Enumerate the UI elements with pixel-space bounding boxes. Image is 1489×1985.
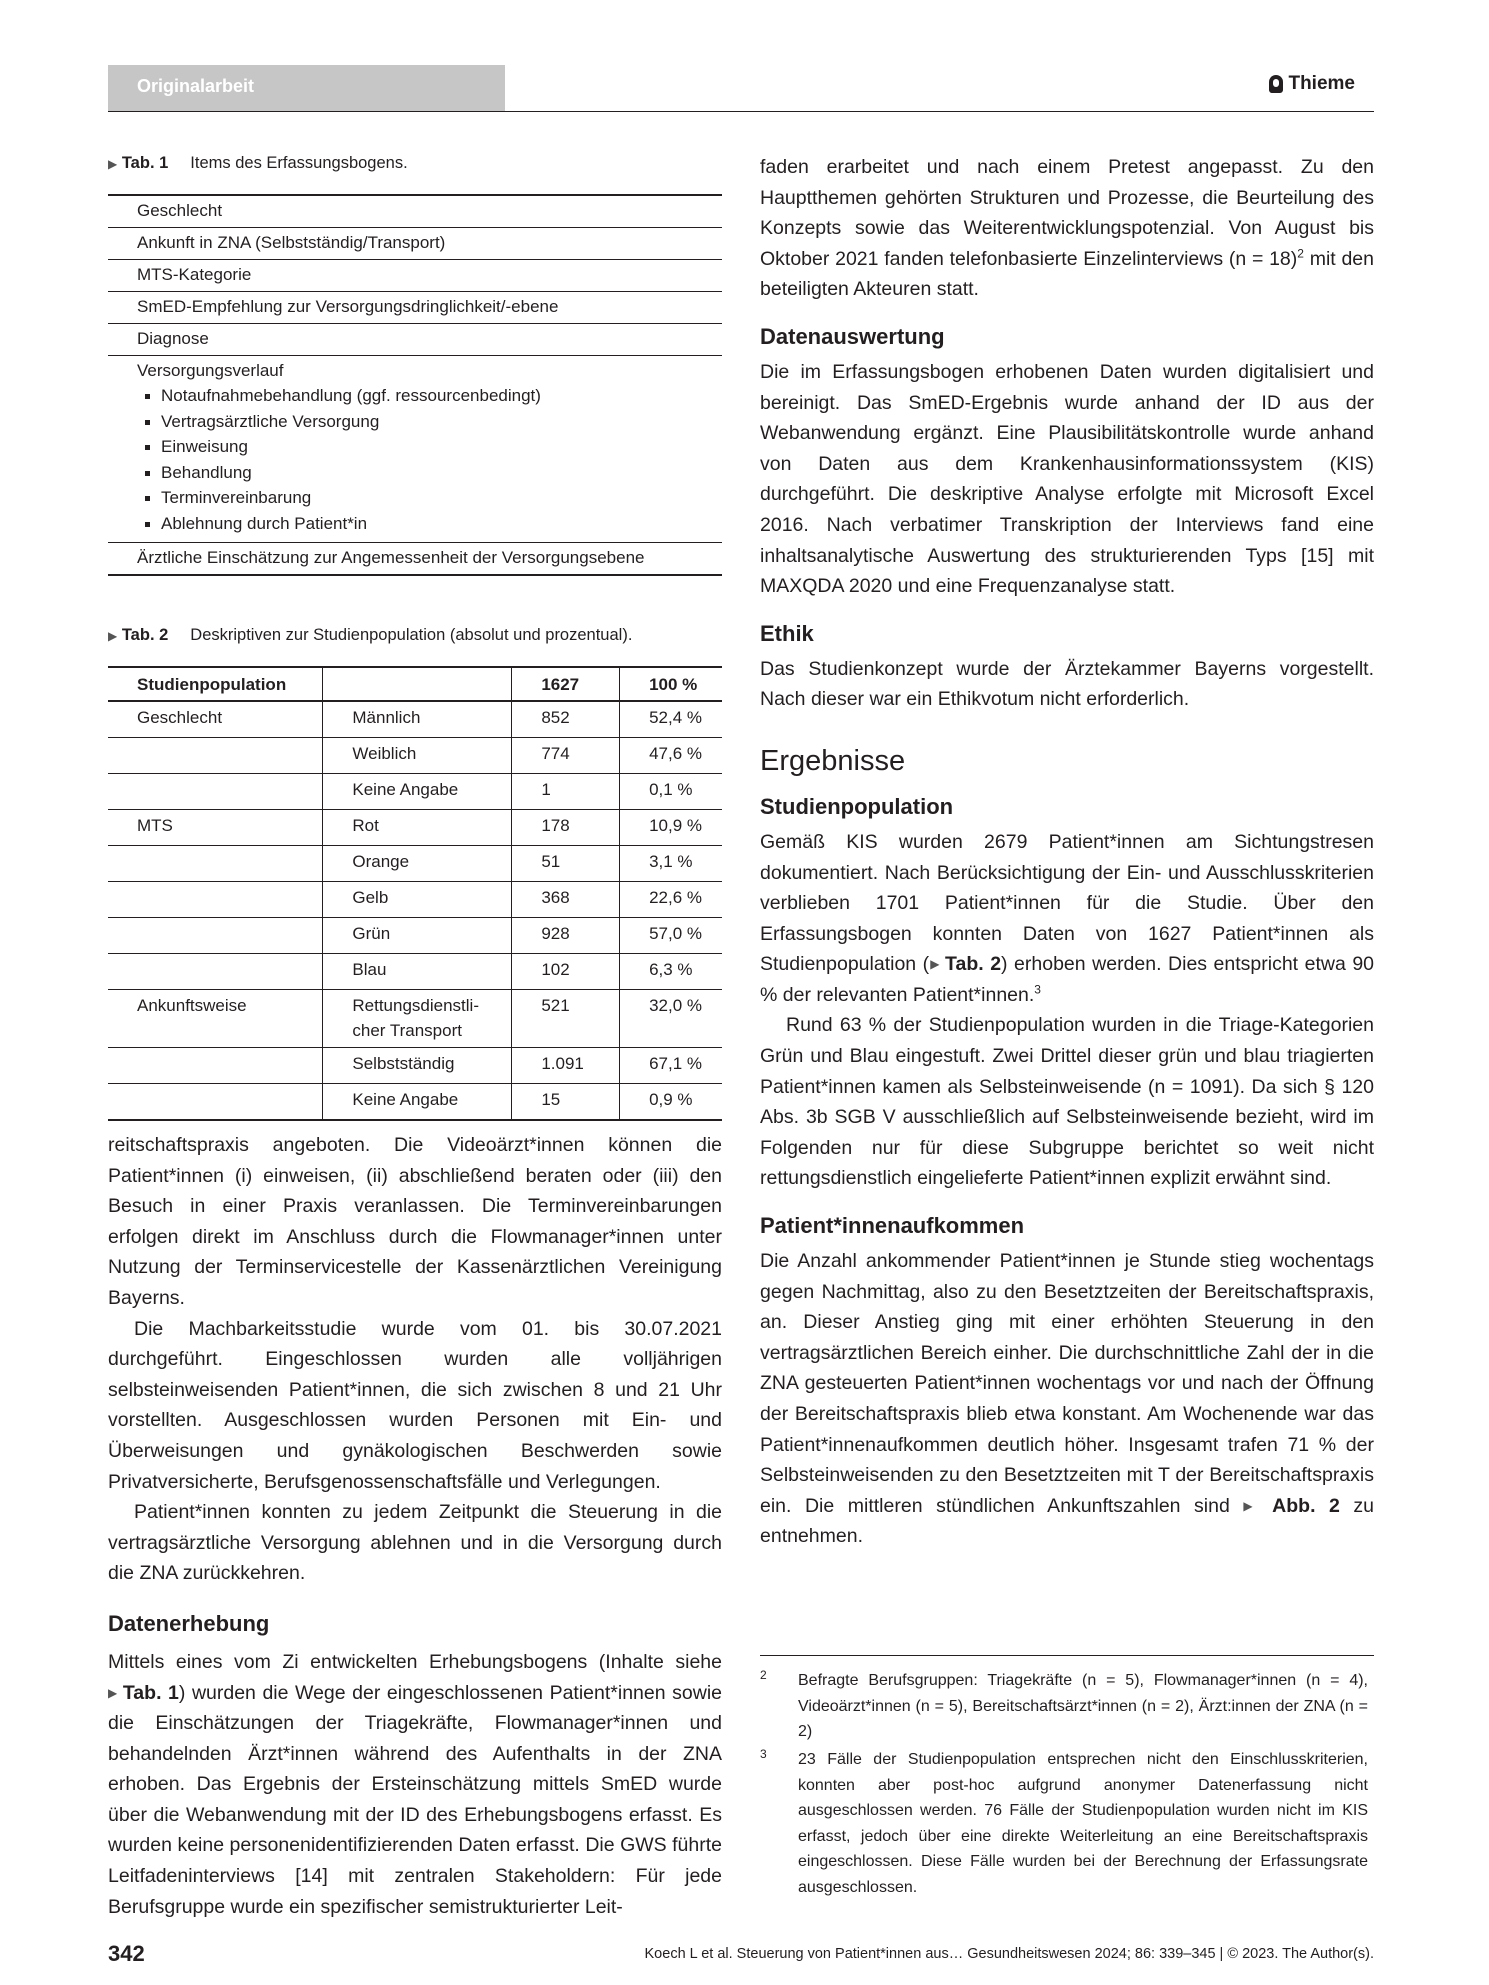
table-cell	[108, 1048, 323, 1084]
section-heading: Ethik	[760, 620, 814, 646]
paragraph: Rund 63 % der Studienpopulation wurden in die Triage-Kategorien Grün und Blau eingestuft. Zwei Drittel dieser grün und blau triagierten Patient*innen kamen als Selbsteinweisende (n = 1091). Da sich § 120 Abs. 3b SGB V ausschließlich auf Selbsteinweisende bezieht, wird im Folgenden nur für diese Subgruppe berichtet so weit nicht rettungsdienstlich eingelieferte Patient*innen explizit erwähnt sind.	[760, 1014, 1374, 1190]
header-rule	[108, 111, 1374, 112]
paragraph-text: Mittels eines vom Zi entwickelten Erhebungsbogens (Inhalte siehe	[108, 1650, 722, 1673]
table-header-cell: 100 %	[620, 667, 722, 701]
table-row	[108, 918, 722, 954]
section-label: Originalarbeit	[137, 76, 255, 96]
table-cell	[108, 846, 323, 882]
table-row	[108, 846, 722, 882]
table-cell: 928	[512, 918, 620, 954]
table-row	[108, 738, 722, 774]
table-cell	[108, 882, 323, 918]
table1-row: MTS-Kategorie	[108, 260, 722, 292]
versorgung-title: Versorgungsverlauf	[137, 361, 284, 380]
table1-row: Diagnose	[108, 324, 722, 356]
table-cell: 0,9 %	[620, 1084, 722, 1121]
right-column-text	[760, 152, 1374, 1552]
table-cell: Orange	[323, 846, 512, 882]
table-cell	[108, 738, 323, 774]
table-cell: 102	[512, 954, 620, 990]
footnote-marker[interactable]: 2	[1297, 246, 1304, 261]
paragraph: Die im Erfassungsbogen erhobenen Daten wurden digitalisiert und bereinigt. Das SmED-Ergebnis wurde anhand der ID aus der Webanwendung ergänzt. Eine Plausibilitätskontrolle wurde anhand von Daten aus dem Krankenhausinformationssystem (KIS) durchgeführt. Die deskriptive Analyse erfolgte mit Microsoft Excel 2016. Nach verbatimer Transkription der Interviews fand eine inhaltsanalytische Auswertung des strukturierenden Typs [15] mit MAXQDA 2020 und eine Frequenzanalyse statt.	[760, 360, 1374, 598]
table-cell: Keine Angabe	[323, 1084, 512, 1121]
paragraph: Die Machbarkeitsstudie wurde vom 01. bis 30.07.2021 durchgeführt. Eingeschlossen wurden alle volljährigen selbsteinweisenden Patient*innen, die sich zwischen 8 und 21 Uhr vorstellten. Ausgeschlossen wurden Personen mit Ein- und Überweisungen und gynäkologischen Beschwerden sowie Privatversicherte, Berufsgenossenschaftsfälle und Verlegungen.	[108, 1317, 722, 1493]
publisher-name: Thieme	[1288, 73, 1355, 94]
arrow-icon: ▶	[108, 629, 118, 643]
section-heading: Datenerhebung	[108, 1610, 270, 1636]
table-cell: 52,4 %	[620, 701, 722, 738]
table-row	[108, 774, 722, 810]
citation: Koech L et al. Steuerung von Patient*innen aus… Gesundheitswesen 2024; 86: 339–345 | © 2023. The Author(s).	[644, 1946, 1374, 1962]
paragraph: reitschaftspraxis angeboten. Die Videoärzt*innen können die Patient*innen (i) einweisen, (ii) abschließend beraten oder (iii) den Besuch in einer Praxis veranlassen. Die Terminvereinbarungen erfolgen direkt im Anschluss durch die Flowmanager*innen unter Nutzung der Terminservicestelle der Kassenärztlichen Vereinigung Bayerns.	[108, 1134, 722, 1309]
table1-caption-text: Items des Erfassungsbogens.	[190, 154, 408, 172]
table1-row: Geschlecht	[108, 196, 722, 228]
table-cell: Männlich	[323, 701, 512, 738]
table-cell: 47,6 %	[620, 738, 722, 774]
paragraph	[760, 1246, 1374, 1552]
table-cell: 1.091	[512, 1048, 620, 1084]
table1-row-versorgung	[108, 356, 722, 543]
paragraph-text: Die Anzahl ankommender Patient*innen je Stunde stieg wochentags gegen Nachmittag, also zu den Besetztzeiten der Bereitschaftspraxis, an. Dieser Anstieg ging mit einer erhöhten Steuerung in den vertragsärztlichen Bereich einher. Die durchschnittliche Zahl der in die ZNA gesteuerten Patient*innen wochentags vor und nach der Öffnung der Bereitschaftspraxis blieb etwa konstant. Am Wochenende war das Patient*innenaufkommen deutlich höher. Insgesamt trafen 71 % der Selbsteinweisenden zu den Besetztzeiten mit T der Bereitschaftspraxis ein. Die mittleren stündlichen Ankunftszahlen sind	[760, 1250, 1374, 1517]
paragraph-text: faden erarbeitet und nach einem Pretest angepasst. Zu den Hauptthemen gehörten Strukturen und Prozesse, die Beurteilung des Konzepts sowie das Weiterentwicklungspotenzial. Von August bis Oktober 2021 fanden telefonbasierte Einzelinterviews (n = 18)	[760, 156, 1374, 270]
table-cell: Ankunftsweise	[137, 996, 247, 1015]
table1-row: Ankunft in ZNA (Selbstständig/Transport)	[108, 228, 722, 260]
table1-label: Tab. 1	[121, 154, 169, 172]
table-cell: MTS	[137, 816, 173, 835]
footnote-number: 2	[760, 1668, 767, 1682]
table-cell: 178	[512, 810, 620, 846]
table2-label: Tab. 2	[121, 626, 169, 644]
footnote-marker[interactable]: 3	[1034, 982, 1041, 997]
table-cell: Geschlecht	[137, 708, 223, 727]
table-cell: Grün	[323, 918, 512, 954]
table-row	[108, 1084, 722, 1121]
table-header-cell	[323, 667, 512, 701]
section-heading: Studienpopulation	[760, 793, 954, 819]
paragraph-text: zu entnehmen.	[760, 1494, 1375, 1548]
table-header-cell: Studienpopulation	[137, 675, 287, 694]
table1-caption	[108, 152, 408, 175]
table-cell: 32,0 %	[620, 990, 722, 1048]
paragraph-text: Gemäß KIS wurden 2679 Patient*innen am Sichtungstresen dokumentiert. Nach Berücksichtigung der Ein- und Ausschlusskriterien verblieben 1701 Patient*innen für die Studie. Über den Erfassungsbogen konnten Daten von 1627 Patient*innen als Studienpopulation (	[760, 830, 1374, 976]
paragraph: Patient*innen konnten zu jedem Zeitpunkt die Steuerung in die vertragsärztliche Versorgung ablehnen und in die Versorgung durch die ZNA zurückkehren.	[108, 1501, 722, 1585]
footnote	[760, 1668, 1368, 1745]
table-cell: Selbstständig	[323, 1048, 512, 1084]
table-cell: Rot	[323, 810, 512, 846]
versorgung-list	[137, 383, 722, 536]
list-item: Notaufnahmebehandlung (ggf. ressourcenbedingt)	[137, 383, 722, 409]
list-item: Ablehnung durch Patient*in	[137, 511, 722, 537]
table-cell: Gelb	[323, 882, 512, 918]
paragraph-text: mit den beteiligten Akteuren statt.	[760, 247, 1374, 301]
paragraph: Das Studienkonzept wurde der Ärztekammer Bayerns vorgestellt. Nach dieser war ein Ethikvotum nicht erforderlich.	[760, 657, 1374, 711]
arrow-icon: ▶	[108, 157, 118, 171]
publisher-logo	[1269, 73, 1355, 95]
paragraph-text: ) wurden die Wege der eingeschlossenen Patient*innen sowie die Einschätzungen der Triagekräfte, Flowmanager*innen und behandelnden Ärzt*innen während des Aufenthalts in der ZNA erhoben. Das Ergebnis der Ersteinschätzung mittels SmED wurde über die Webanwendung mit der ID des Erhebungsbogens erfasst. Es wurden keine personenidentifizierenden Daten erfasst. Die GWS führte Leitfadeninterviews [14] mit zentralen Stakeholdern: Für jede Berufsgruppe wurde ein spezifischer semistrukturierter Leit-	[108, 1681, 722, 1918]
footnote-number: 3	[760, 1747, 767, 1761]
table-cell: 1	[512, 774, 620, 810]
table-cell: Blau	[323, 954, 512, 990]
table-cell: Keine Angabe	[323, 774, 512, 810]
table-cell: 57,0 %	[620, 918, 722, 954]
table-row	[108, 701, 722, 738]
footnote-text: 23 Fälle der Studienpopulation entsprechen nicht den Einschlusskriterien, konnten aber post-hoc aufgrund anonymer Datenerfassung nicht ausgeschlossen werden. 76 Fälle der Studienpopulation wurden nicht im KIS erfasst, jedoch über eine direkte Weiterleitung an eine Bereitschaftspraxis eingeschlossen. Diese Fälle wurden bei der Berechnung der Erfassungsrate ausgeschlossen.	[798, 1751, 1368, 1896]
table-cell: 0,1 %	[620, 774, 722, 810]
table2-body	[108, 701, 722, 1120]
paragraph	[760, 827, 1374, 1011]
table-cell: 15	[512, 1084, 620, 1121]
table-header-row	[108, 667, 722, 701]
table-cell: 6,3 %	[620, 954, 722, 990]
table-reference-link[interactable]: ▶ Tab. 2	[929, 953, 1001, 975]
list-item: Behandlung	[137, 460, 722, 486]
paragraph	[760, 152, 1374, 305]
paragraph-text: ) erhoben werden. Dies entspricht etwa 90 % der relevanten Patient*innen.	[760, 953, 1375, 1006]
section-heading-major: Ergebnisse	[760, 744, 906, 777]
table-cell	[108, 918, 323, 954]
table-cell	[108, 774, 323, 810]
left-column-text	[108, 1130, 722, 1922]
footnote-text: Befragte Berufsgruppen: Triagekräfte (n = 5), Flowmanager*innen (n = 4), Videoärzt*innen (n = 5), Bereitschaftsärzt*innen (n = 2), Ärzt:innen der ZNA (n = 2)	[798, 1672, 1368, 1740]
table-cell: 10,9 %	[620, 810, 722, 846]
figure-reference-link[interactable]: ▶ Abb. 2	[1243, 1495, 1340, 1517]
section-heading: Patient*innenaufkommen	[760, 1213, 1025, 1239]
table-row	[108, 810, 722, 846]
footnote-rule	[760, 1655, 1374, 1656]
table2	[108, 666, 722, 1121]
table-cell	[108, 954, 323, 990]
table-cell: 774	[512, 738, 620, 774]
table-row	[108, 990, 722, 1048]
table-cell	[108, 1084, 323, 1121]
page-number: 342	[108, 1941, 145, 1966]
table1	[108, 194, 722, 576]
table-cell: 22,6 %	[620, 882, 722, 918]
table-header-cell: 1627	[512, 667, 620, 701]
table-row	[108, 882, 722, 918]
table-cell: Rettungsdienstli-cher Transport	[323, 990, 512, 1048]
table-cell: 67,1 %	[620, 1048, 722, 1084]
table2-caption	[108, 624, 632, 647]
table-cell: 852	[512, 701, 620, 738]
table-row	[108, 1048, 722, 1084]
list-item: Einweisung	[137, 434, 722, 460]
table-cell: Weiblich	[323, 738, 512, 774]
table-cell: 3,1 %	[620, 846, 722, 882]
table-cell: 521	[512, 990, 620, 1048]
table-cell: 368	[512, 882, 620, 918]
table-cell: 51	[512, 846, 620, 882]
thieme-logo-icon	[1269, 75, 1283, 93]
table-reference-link[interactable]: ▶ Tab. 1	[108, 1682, 179, 1704]
paragraph	[108, 1647, 722, 1922]
footnote	[760, 1747, 1368, 1900]
table1-row: SmED-Empfehlung zur Versorgungsdringlichkeit/-ebene	[108, 292, 722, 324]
table1-row: Ärztliche Einschätzung zur Angemessenheit der Versorgungsebene	[137, 548, 645, 567]
list-item: Terminvereinbarung	[137, 485, 722, 511]
table-row	[108, 954, 722, 990]
section-heading: Datenauswertung	[760, 323, 945, 349]
list-item: Vertragsärztliche Versorgung	[137, 409, 722, 435]
table2-caption-text: Deskriptiven zur Studienpopulation (absolut und prozentual).	[190, 626, 633, 644]
